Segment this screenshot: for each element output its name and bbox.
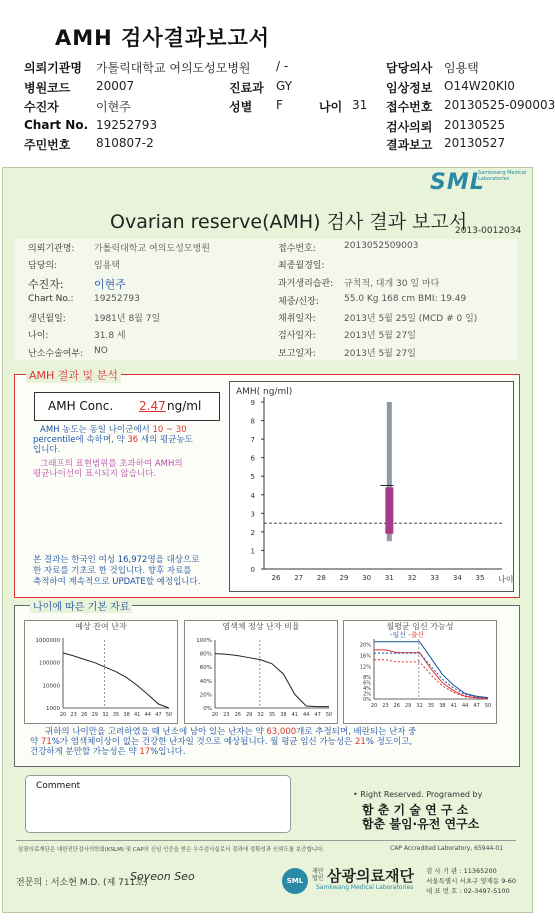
y-tick-label: 1000	[46, 706, 60, 712]
x-tick-label: 32	[407, 574, 417, 582]
y-tick-label: 6%	[363, 680, 371, 687]
pregnancy-legend: -임신 -출산	[390, 631, 425, 639]
info-label-cycle: 과거생리습관:	[278, 279, 334, 289]
summary-1b: 개로 추정되며, 배란되는 난자 중	[296, 727, 417, 737]
summary-eggs-value: 63,000	[266, 727, 297, 737]
y-tick-label: 40%	[199, 678, 212, 685]
value-chart-no: 19252793	[96, 118, 158, 132]
remaining-eggs-panel	[24, 620, 178, 724]
summary-2c: % 정도이고,	[365, 737, 413, 747]
y-tick-label: 4	[250, 491, 255, 500]
page-title: AMH 검사결과보고서	[55, 26, 271, 50]
remaining-eggs-title: 예상 잔여 난자	[75, 622, 127, 631]
sml-logo: SML	[430, 170, 485, 195]
summary-3a: 건강하게 분만할 가능성은 약	[30, 747, 137, 757]
sml-logo-sub: Samkwang Medical Laboratories	[478, 170, 527, 182]
lab-name-2: 함춘 불임·유전 연구소	[362, 817, 480, 831]
x-tick-label: 47	[314, 712, 321, 718]
y-tick-label: 7	[250, 436, 255, 445]
info-label-test-date: 검사일자:	[278, 331, 316, 341]
cap-text: CAP Accredited Laboratory, 65944-01	[390, 845, 504, 852]
amh-conc-unit: ng/ml	[167, 399, 202, 413]
foundation-en: Samkwang Medical Laboratories	[316, 884, 414, 891]
x-tick-label: 26	[271, 574, 281, 582]
x-tick-label: 32	[416, 703, 423, 709]
y-tick-label: 3	[250, 510, 255, 519]
info-label-birth: 생년월일:	[28, 314, 66, 324]
comment-box	[25, 775, 291, 833]
y-tick-label: 8%	[363, 675, 371, 682]
value-hospital-code: 20007	[96, 79, 135, 93]
y-tick-label: 20%	[359, 642, 371, 649]
y-tick-label: 6	[250, 454, 255, 463]
report-number: 2013-0012034	[455, 226, 522, 236]
info-label-lmp: 최종월경일:	[278, 261, 325, 271]
normal-eggs-line	[215, 654, 329, 707]
x-tick-label: 34	[452, 574, 462, 582]
series-line-1	[374, 650, 488, 699]
x-tick-label: 26	[81, 712, 88, 718]
amh-text-2: 그래프의 표현범위를 초과하여 AMH의	[40, 459, 183, 469]
x-tick-label: 38	[280, 712, 287, 718]
x-tick-label: 47	[155, 712, 162, 718]
foundation-name: 삼광의료재단	[327, 867, 414, 885]
info-label-surgery: 난소수술여부:	[28, 349, 84, 359]
label-hospital-code: 병원코드	[24, 81, 71, 95]
rights-text: • Right Reserved. Programed by	[353, 790, 483, 799]
x-tick-label: 44	[144, 712, 151, 718]
value-slash: / -	[276, 59, 289, 73]
x-tick-label: 50	[484, 703, 492, 709]
value-institution: 가톨릭대학교 여의도성모병원	[96, 61, 251, 75]
y-tick-label: 12%	[359, 664, 371, 671]
x-tick-label: 29	[246, 712, 253, 718]
x-tick-label: 35	[475, 574, 485, 582]
summary-3b: %입니다.	[150, 747, 186, 757]
amh-text-3: 평균나이선이 표시되지 않습니다.	[33, 469, 157, 479]
x-tick-label: 38	[123, 712, 130, 718]
info-value-surgery: NO	[94, 346, 108, 356]
value-accession: 20130525-090003	[444, 98, 555, 112]
x-tick-label: 20	[370, 703, 378, 709]
label-institution: 의뢰기관명	[24, 61, 82, 75]
summary-pregnancy-value: 21	[355, 737, 366, 747]
amh-conc-value: 2.47	[139, 399, 166, 413]
info-value-birth: 1981년 8월 7일	[94, 314, 161, 324]
y-tick-label: 80%	[199, 651, 212, 658]
summary-2a: 약	[30, 737, 39, 747]
y-tick-label: 5	[250, 473, 255, 482]
y-tick-label: 16%	[359, 653, 371, 660]
info-value-collection: 2013년 5월 25일 (MCD # 0 일)	[344, 314, 478, 324]
series-band-1	[374, 660, 488, 699]
x-tick-label: 32	[102, 712, 109, 718]
y-tick-label: 9	[250, 399, 255, 407]
x-tick-label: 50	[325, 712, 333, 718]
amh-text-1d: 입니다.	[33, 445, 61, 455]
info-label-age: 나이:	[28, 331, 49, 341]
label-department: 진료과	[229, 81, 264, 95]
info-value-chart-no: 19252793	[94, 294, 140, 304]
x-tick-label: 23	[223, 712, 230, 718]
label-accession: 접수번호	[386, 100, 433, 114]
info-label-doctor: 담당의:	[28, 261, 58, 271]
info-value-body: 55.0 Kg 168 cm BMI: 19.49	[344, 294, 467, 304]
summary-2b: %가 염색체이상이 없는 건강한 난자일 것으로 예상됩니다. 월 평균 임신 가능성은	[51, 737, 353, 747]
x-tick-label: 23	[70, 712, 77, 718]
value-patient: 이현주	[96, 100, 131, 114]
y-tick-label: 100%	[196, 638, 212, 644]
summary-1a: 귀하의 나이만을 고려하였을 때 난소에 남아 있는 난자는 약	[45, 727, 264, 737]
amh-text-range: 10 ~ 30	[152, 425, 187, 435]
info-label-accession: 접수번호:	[278, 244, 316, 254]
legend-pregnancy: 임신	[392, 631, 407, 639]
x-tick-label: 44	[303, 712, 310, 718]
info-value-test-date: 2013년 5월 27일	[344, 331, 416, 341]
amh-conc-box	[34, 392, 220, 421]
info-value-report-date: 2013년 5월 27일	[344, 349, 416, 359]
amh-text-1c: 세의 평균농도	[140, 435, 193, 445]
x-tick-label: 29	[339, 574, 349, 582]
legend-birth: 출산	[410, 631, 425, 639]
amh-section-label: AMH 결과 및 분석	[26, 367, 121, 383]
label-report-date: 결과보고	[386, 138, 433, 152]
label-request-date: 검사의뢰	[386, 120, 433, 134]
address-1: 검 사 기 관 : 11365200	[426, 867, 497, 875]
y-tick-label: 2	[250, 528, 255, 537]
amh-age-chart	[230, 382, 513, 591]
info-label-institution: 의뢰기관명:	[28, 244, 75, 254]
remaining-eggs-line	[63, 653, 169, 708]
amh-interpretation-2	[33, 435, 223, 445]
y-tick-label: 10000	[42, 683, 60, 690]
x-tick-label: 41	[450, 703, 457, 709]
pregnancy-panel	[343, 620, 497, 724]
x-tick-label: 35	[268, 712, 276, 718]
x-tick-label: 33	[430, 574, 440, 582]
amh-text-age: 36	[127, 435, 139, 445]
value-doctor: 임용택	[444, 61, 479, 75]
address-3: 대 표 번 호 : 02-3497-5100	[426, 887, 510, 895]
x-tick-label: 41	[134, 712, 141, 718]
label-clinical: 임상정보	[386, 81, 433, 95]
amh-text-6: 축적하여 계속적으로 UPDATE할 예정입니다.	[33, 577, 201, 587]
x-tick-label: 50	[165, 712, 173, 718]
y-tick-label: 8	[250, 417, 255, 426]
label-doctor: 담당의사	[386, 61, 433, 75]
x-axis-label: 나이	[498, 575, 514, 584]
value-resident-no: 810807-2	[96, 136, 154, 150]
y-tick-label: 4%	[363, 686, 371, 693]
amh-text-1a: AMH 농도는 동일 나이군에서	[40, 425, 150, 435]
x-tick-label: 29	[91, 712, 98, 718]
amh-text-1b: percentile에 속하며, 약	[33, 435, 125, 445]
x-tick-label: 35	[427, 703, 435, 709]
amh-text-5: 한 자료를 기초로 한 것입니다. 향후 자료를	[33, 566, 192, 576]
foundation-prefix: 재단법인	[312, 868, 324, 882]
y-tick-label: 2%	[363, 691, 371, 698]
label-chart-no: Chart No.	[24, 118, 89, 132]
x-tick-label: 31	[384, 574, 394, 582]
summary-line-1	[30, 727, 510, 737]
x-tick-label: 35	[112, 712, 120, 718]
normal-eggs-title: 염색체 정상 난자 비율	[222, 622, 300, 631]
x-tick-label: 23	[382, 703, 389, 709]
y-tick-label: 1	[250, 547, 255, 556]
series-band-0	[374, 653, 488, 698]
info-value-patient: 이현주	[94, 278, 126, 291]
y-axis-label: AMH( ng/ml)	[236, 387, 293, 397]
x-tick-label: 30	[362, 574, 372, 582]
x-tick-label: 38	[439, 703, 446, 709]
value-clinical: O14W20KI0	[444, 79, 515, 93]
info-label-body: 체중/신장:	[278, 297, 319, 307]
comment-label: Comment	[36, 781, 81, 791]
pregnancy-chart	[344, 635, 496, 723]
age-section-label: 나이에 따른 기본 자료	[30, 598, 132, 613]
report-title: Ovarian reserve(AMH) 검사 결과 보고서	[110, 211, 468, 233]
value-sex: F	[276, 98, 283, 112]
value-request-date: 20130525	[444, 118, 506, 132]
amh-conc-label: AMH Conc.	[48, 399, 114, 413]
normal-eggs-chart	[185, 632, 337, 720]
x-tick-label: 44	[462, 703, 469, 709]
info-value-doctor: 임용택	[94, 261, 121, 271]
x-tick-label: 29	[405, 703, 412, 709]
info-value-institution: 가톨릭대학교 여의도성모병원	[94, 244, 210, 254]
signature: Soyeon Seo	[130, 870, 195, 883]
x-tick-label: 20	[59, 712, 67, 718]
specialist-name: 전문의 : 서소현 M.D. (제 711호)	[16, 878, 148, 888]
x-tick-label: 41	[291, 712, 298, 718]
amh-chart-box	[229, 381, 514, 592]
y-tick-label: 60%	[199, 665, 212, 672]
value-age: 31	[352, 98, 368, 112]
summary-birth-value: 17	[139, 747, 151, 757]
amh-interpretation	[40, 425, 225, 435]
y-tick-label: 0	[250, 566, 255, 574]
summary-line-3	[30, 747, 510, 757]
info-label-report-date: 보고일자:	[278, 349, 316, 359]
label-resident-no: 주민번호	[24, 138, 71, 152]
info-value-age: 31.8 세	[94, 331, 126, 341]
amh-text-4: 본 결과는 한국인 여성 16,972명을 대상으로	[33, 555, 200, 565]
y-tick-label: 1000000	[35, 638, 60, 644]
value-department: GY	[276, 79, 293, 93]
info-label-collection: 채취일자:	[278, 314, 316, 324]
label-sex: 성별	[229, 100, 253, 114]
label-patient: 수진자	[24, 100, 59, 114]
address-2: 서울특별시 서초구 양재동 9-60	[426, 877, 517, 885]
age-summary	[30, 727, 510, 757]
lab-name-1: 함 춘 기 술 연 구 소	[362, 803, 469, 817]
remaining-eggs-chart	[25, 632, 177, 720]
info-value-cycle: 규칙적, 대개 30 일 마다	[344, 279, 440, 289]
info-label-chart-no: Chart No.:	[28, 294, 74, 304]
y-tick-label: 0%	[363, 697, 371, 703]
x-tick-label: 32	[257, 712, 264, 718]
x-tick-label: 20	[211, 712, 219, 718]
x-tick-label: 28	[316, 574, 326, 582]
x-tick-label: 26	[393, 703, 400, 709]
value-report-date: 20130527	[444, 136, 506, 150]
normal-eggs-panel	[184, 620, 338, 724]
info-value-accession: 2013052509003	[344, 241, 419, 251]
info-label-patient: 수진자:	[28, 278, 64, 291]
pregnancy-title: 월평균 임신 가능성	[386, 622, 454, 631]
y-tick-label: 0%	[203, 706, 212, 712]
x-tick-label: 26	[234, 712, 241, 718]
summary-normal-value: 71	[40, 737, 52, 747]
label-age: 나이	[319, 100, 343, 114]
summary-line-2	[30, 737, 510, 747]
x-tick-label: 47	[473, 703, 480, 709]
y-tick-label: 20%	[199, 692, 212, 699]
y-tick-label: 100000	[39, 660, 60, 667]
certification-text: 삼광의료재단은 대한진단검사의학회(KSLM) 및 CAP의 신임 인증을 받은 우수검사실로서 결과에 정확성과 신뢰도를 보증합니다.	[18, 847, 325, 853]
x-tick-label: 27	[294, 574, 304, 582]
sml-circle-logo: SML	[282, 868, 308, 894]
iqr-box	[385, 487, 393, 533]
